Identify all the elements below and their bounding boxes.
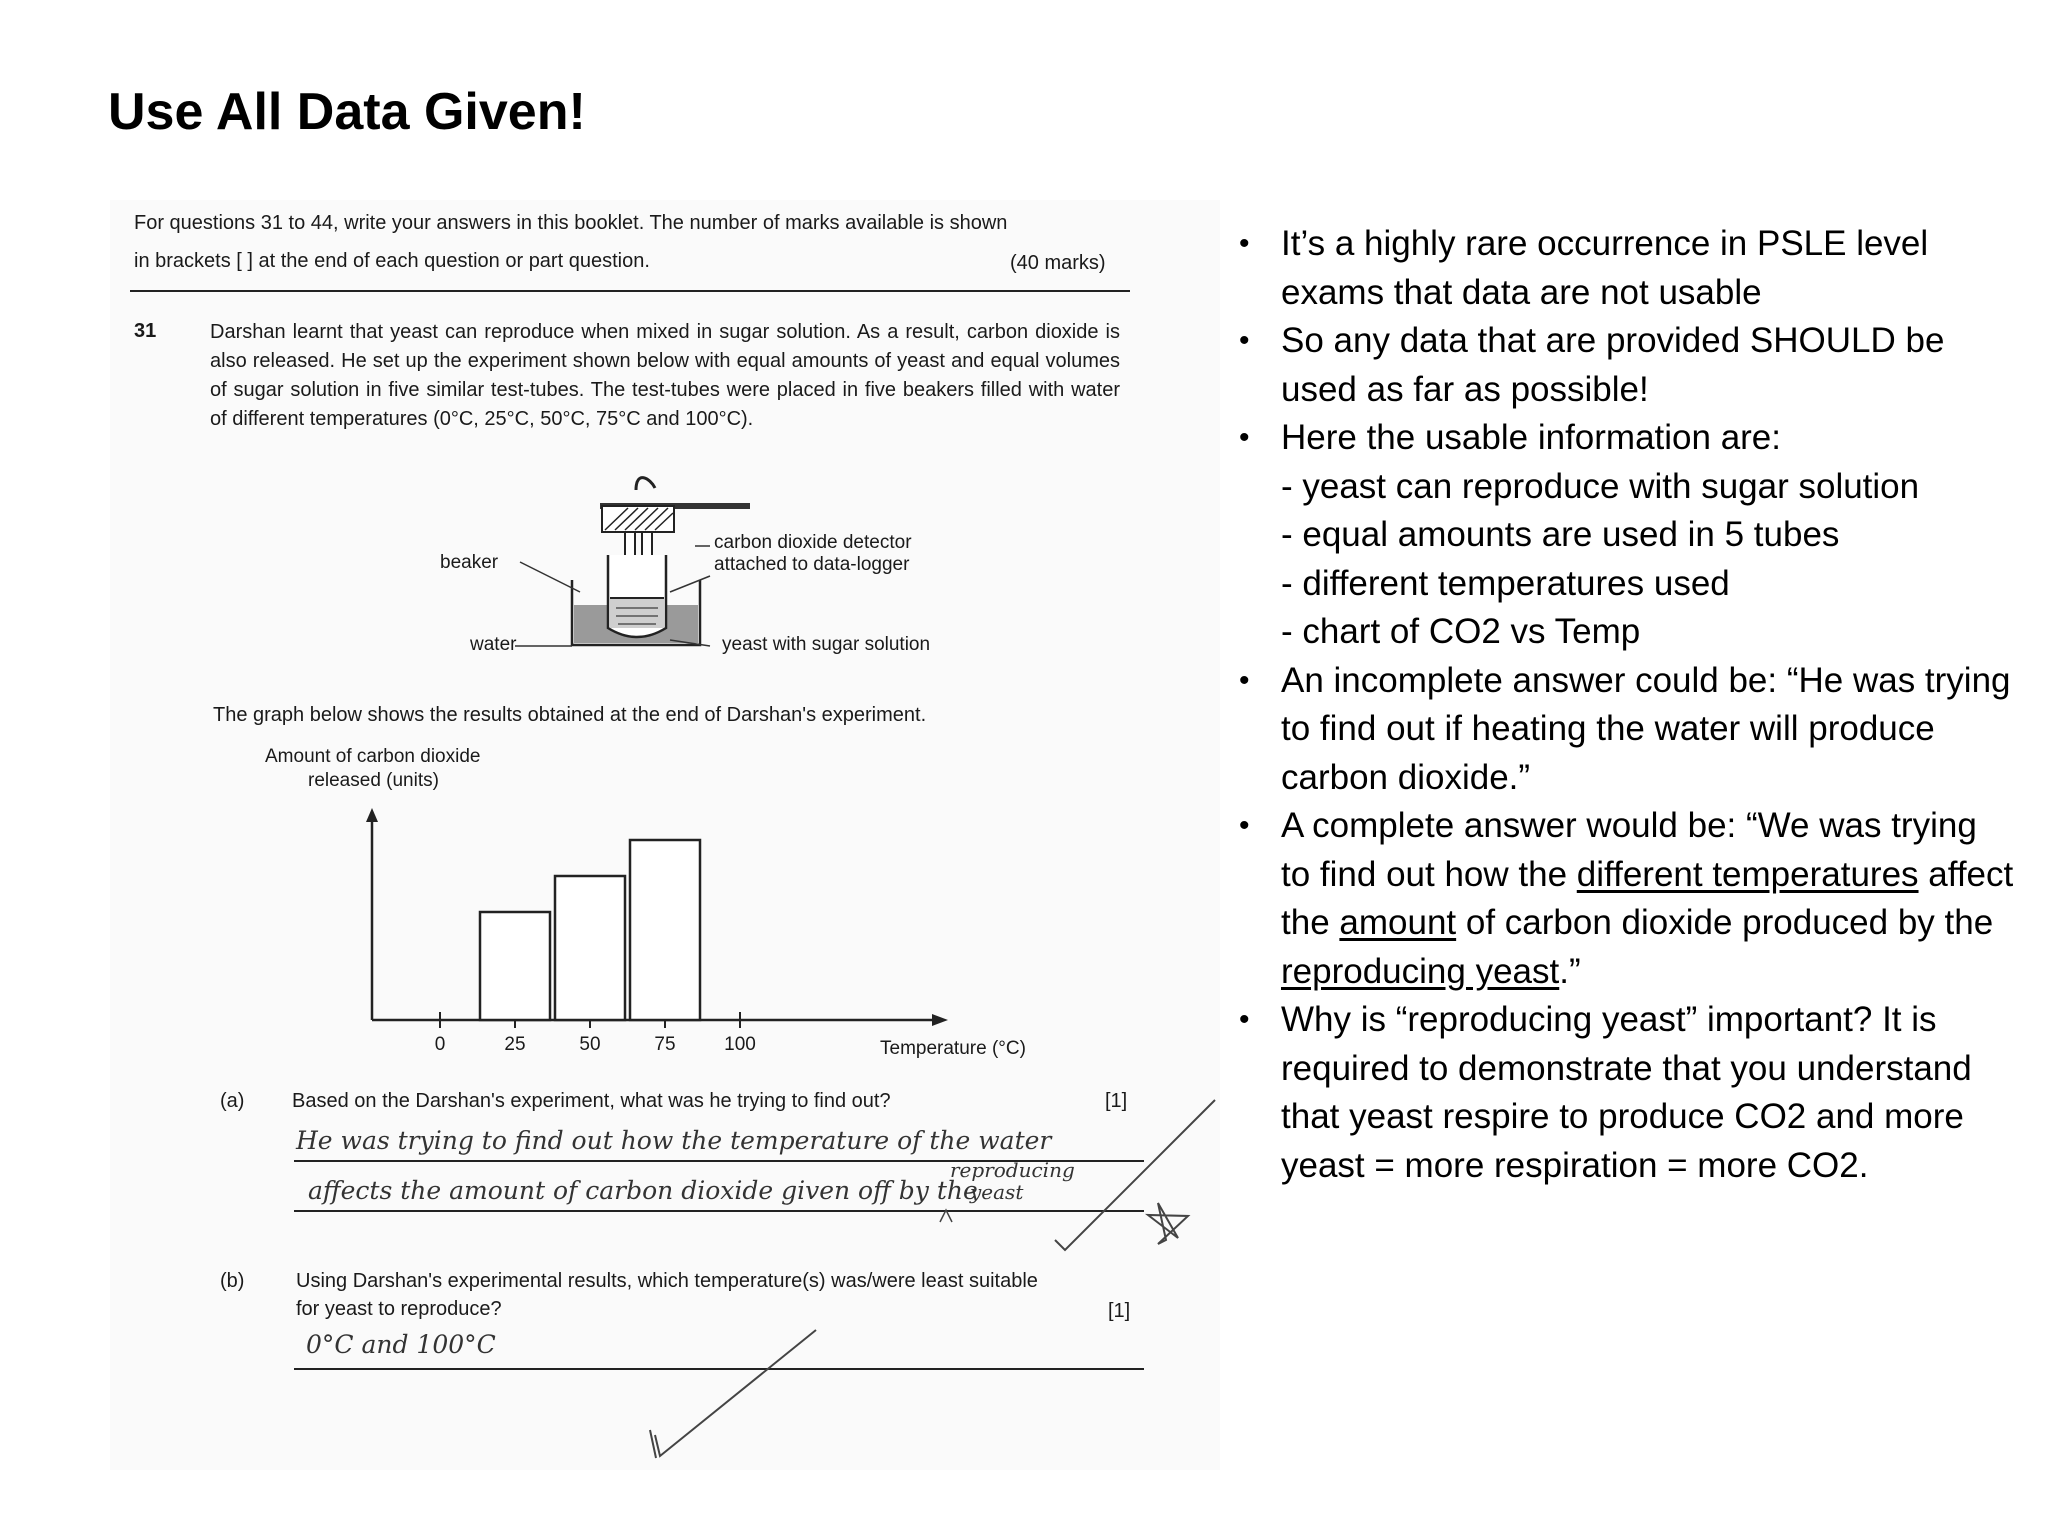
chart-ylabel-line-1: Amount of carbon dioxide [265,746,481,767]
bullet-5-text-a: A complete answer would be: “We was trying to find out how the [1281,806,1977,894]
scanned-exam-page [110,200,1220,1470]
part-b-question-line-1: Using Darshan's experimental results, which temperature(s) was/were least suitable [296,1270,1038,1292]
label-beaker: beaker [440,552,499,573]
part-b-label: (b) [220,1270,245,1292]
bullet-3-sub-3: - different temperatures used [1281,563,1730,603]
chart-xlabel: Temperature (°C) [880,1038,1026,1059]
exam-total-marks: (40 marks) [1010,252,1106,274]
x-tick-label: 50 [579,1034,601,1055]
check-mark-b [655,1330,816,1456]
question-text: Darshan learnt that yeast can reproduce when mixed in sugar solution. As a result, carbon dioxide is also released. He set up the experiment shown below with equal amounts of yeast and equal volumes of sugar solution in five similar test-tubes. The test-tubes were placed in five beakers filled with water of different temperatures (0°C, 25°C, 50°C, 75°C and 100°C). [210,321,1120,430]
part-a-answer-line-1: He was trying to find out how the temperature of the water [296,1126,1052,1155]
exam-instructions-line-1: For questions 31 to 44, write your answers in this booklet. The number of marks available is shown [134,212,1008,234]
part-a-insert-2: yeast [970,1180,1024,1204]
bullet-1 [1235,220,2015,317]
x-tick-label: 25 [504,1034,526,1055]
bullet-5-underline-1: different temperatures [1576,854,1919,894]
bullet-5-underline-3: reproducing yeast [1281,951,1560,991]
bullet-4-text: An incomplete answer could be: “He was trying to find out if heating the water will produce carbon dioxide.” [1281,660,2011,797]
bullet-5-text-b: affect the [1281,854,2014,942]
bullet-5-text-d: .” [1559,951,1581,991]
key-points-list [1235,220,2015,1190]
part-b-question-line-2: for yeast to reproduce? [296,1298,502,1320]
caret-mark [940,1210,952,1222]
graph-caption: The graph below shows the results obtained at the end of Darshan's experiment. [213,704,927,726]
label-co2-detector-2: attached to data-logger [714,554,910,575]
teacher-marks [110,200,1220,1470]
chart-ylabel-line-2: released (units) [308,770,439,791]
bullet-3 [1235,414,2015,657]
x-tick-label: 75 [654,1034,676,1055]
page-title: Use All Data Given! [108,83,586,141]
part-a-question: Based on the Darshan's experiment, what was he trying to find out? [292,1090,891,1112]
question-number: 31 [134,320,157,342]
label-co2-detector-1: carbon dioxide detector [714,532,912,553]
part-a-answer-line-2: affects the amount of carbon dioxide given off by the [308,1176,978,1205]
bullet-5 [1235,802,2015,996]
bullet-5-text-c: of carbon dioxide produced by the [1456,903,1994,942]
bullet-3-sub-1: - yeast can reproduce with sugar solution [1281,466,1920,506]
bullet-5-underline-2: amount [1339,903,1457,942]
part-a-insert: reproducing [950,1158,1075,1182]
bullet-3-sub-4: - chart of CO2 vs Temp [1281,612,1641,651]
exam-instructions-line-2: in brackets [ ] at the end of each question or part question. [134,250,650,272]
part-b-marks: [1] [1108,1300,1131,1322]
star-mark [1148,1203,1188,1244]
bullet-6-text: Why is “reproducing yeast” important? It is required to demonstrate that you understand that yeast respire to produce CO2 and more yeast = more respiration = more CO2. [1281,1000,1972,1185]
part-a-marks: [1] [1105,1090,1128,1112]
part-b-answer: 0°C and 100°C [306,1330,496,1359]
bullet-3-text: Here the usable information are: [1281,418,1781,457]
x-tick-label: 100 [724,1034,756,1055]
part-a-label: (a) [220,1090,245,1112]
label-water: water [470,634,517,655]
x-tick-label: 0 [434,1034,446,1055]
check-mark-a [1055,1100,1215,1250]
bullet-2-text: So any data that are provided SHOULD be used as far as possible! [1281,321,1945,409]
bullet-1-text: It’s a highly rare occurrence in PSLE level exams that data are not usable [1281,224,1929,312]
bullet-3-sub-2: - equal amounts are used in 5 tubes [1281,515,1840,554]
bullet-6 [1235,996,2015,1190]
bullet-2 [1235,317,2015,414]
bullet-4 [1235,657,2015,803]
label-yeast: yeast with sugar solution [722,634,931,655]
